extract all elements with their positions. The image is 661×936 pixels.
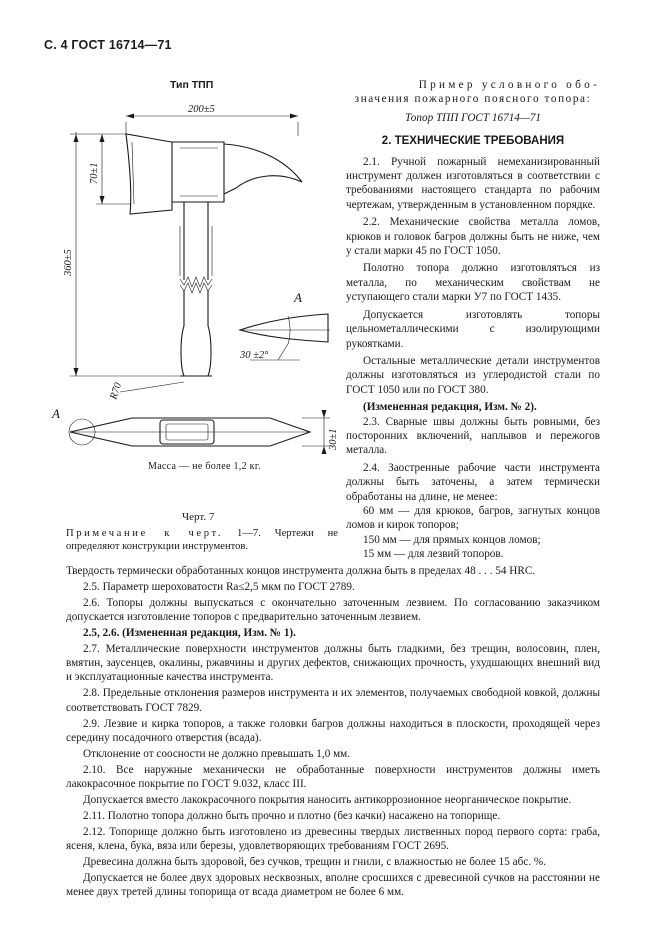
section-a: [239, 290, 330, 361]
para-anticorr: Допускается вместо лакокрасочного покрытия наносить антикоррозионное неорганическое покрытие.: [83, 793, 572, 806]
para-2-9: 2.9. Лезвие и кирка топоров, а также головки багров должны находиться в плоскости, проходящей через середину посадочного отверстия (всада).: [66, 717, 600, 744]
right-column: [346, 78, 600, 562]
example-head: Пример условного обо-: [418, 79, 600, 91]
note-text: 1—7. Чертежи не определяют конструкции инструментов.: [66, 528, 338, 553]
dim-head-height-text: 70±1: [89, 162, 100, 184]
axe-head: [126, 134, 302, 214]
dim-length-text: 360±5: [63, 249, 74, 276]
example-designation: Топор ТПП ГОСТ 16714—71: [404, 111, 542, 124]
view-mark-text: A: [52, 406, 60, 421]
para-2-12: 2.12. Топорище должно быть изготовлено из древесины твердых лиственных пород первого сорта: граба, ясеня, клена, бука, вяза или березы, удовлетворяющих требованиям ГОСТ 2695.: [66, 825, 600, 852]
para-blade: Полотно топора должно изготовляться из металла, по механическим свойствам не уступающего стали марки У7 по ГОСТ 1435.: [346, 262, 600, 304]
para-150: 150 мм — для прямых концов ломов;: [363, 533, 541, 546]
radius-label: [108, 381, 184, 402]
section-title: 2. ТЕХНИЧЕСКИЕ ТРЕБОВАНИЯ: [381, 135, 565, 148]
height-dimensions: [63, 132, 180, 376]
note-label: Примечание к черт.: [66, 528, 224, 539]
dim-angle-text: 30 ±2°: [240, 350, 269, 361]
para-hardness: Твердость термически обработанных концов инструмента должна быть в пределах 48 . . . 54 HRC.: [66, 565, 536, 577]
axe-handle: [180, 202, 212, 376]
mass-note: Масса — не более 1,2 кг.: [148, 461, 261, 472]
figure-note: [66, 527, 338, 554]
para-2-1: 2.1. Ручной пожарный немеханизированный инструмент должен изготовляться в соответствии с требованиями настоящего стандарта по рабочим чертежам, утвержденным в установленном порядке.: [346, 155, 600, 211]
para-other: Остальные металлические детали инструментов должны изготовляться из углеродистой стали по ГОСТ 1050 или по ГОСТ 380.: [346, 354, 600, 396]
para-2-6: 2.6. Топоры должны выпускаться с окончательно заточенным лезвием. По согласованию заказчиком допускается изготовление топоров с предварительно заточенным лезвием.: [66, 596, 600, 624]
axe-top-view: [51, 406, 339, 454]
example-tail: значения пожарного поясного топора:: [354, 93, 592, 106]
axe-drawing: [40, 76, 340, 506]
para-2-11: 2.11. Полотно топора должно быть прочно и плотно (без качки) насажено на топорище.: [83, 809, 501, 822]
para-knots: Допускается не более двух здоровых несквозных, вполне сросшихся с древесиной сучков на расстоянии не менее двух третей длины топорища от всада диаметром не более 6 мм.: [66, 871, 600, 898]
bottom-text-body: [66, 564, 600, 901]
figure-caption: Черт. 7: [182, 511, 215, 523]
para-amend-1: 2.5, 2.6. (Измененная редакция, Изм. № 1).: [83, 626, 296, 639]
section-mark-text: A: [294, 290, 302, 305]
para-2-8: 2.8. Предельные отклонения размеров инструмента и их элементов, получаемых свободной ковкой, должны соответствовать ГОСТ 7829.: [66, 687, 600, 714]
para-allowed: Допускается изготовлять топоры цельнометаллическими с изолирующими рукоятками.: [346, 308, 600, 350]
para-wood: Древесина должна быть здоровой, без сучков, трещин и гнили, с влажностью не более 15 абс. %.: [83, 855, 547, 868]
para-2-3: 2.3. Сварные швы должны быть ровными, без посторонних включений, наплывов и пережогов металла.: [346, 415, 600, 457]
para-60: 60 мм — для крюков, багров, загнутых концов ломов и кирок топоров;: [346, 504, 600, 532]
figure-type-label: Тип ТПП: [170, 79, 214, 91]
para-2-7: 2.7. Металлические поверхности инструментов должны быть гладкими, без трещин, волосовин, плен, вмятин, заусенцев, окалины, ржавчины и других дефектов, снижающих прочность, ухудшающих внешний вид и эксплуатационные качества инструмента.: [66, 642, 600, 684]
para-coax: Отклонение от соосности не должно превышать 1,0 мм.: [83, 747, 351, 760]
para-amend-2: (Измененная редакция, Изм. № 2).: [363, 401, 537, 414]
para-15: 15 мм — для лезвий топоров.: [363, 548, 504, 561]
width-dimension: [126, 104, 298, 136]
dim-thickness-text: 30±1: [328, 428, 339, 450]
dim-radius-text: R70: [108, 381, 125, 401]
para-2-10: 2.10. Все наружные механически не обработанные поверхности инструментов должны иметь лакокрасочное покрытие по ГОСТ 9.032, класс III.: [66, 763, 600, 790]
para-2-5: 2.5. Параметр шероховатости Ra≤2,5 мкм по ГОСТ 2789.: [83, 580, 355, 593]
para-2-4: 2.4. Заостренные рабочие части инструмента должны быть заточены, а затем термически обработаны на длине, не менее:: [346, 461, 600, 503]
dim-width-text: 200±5: [188, 104, 215, 115]
page-header: С. 4 ГОСТ 16714—71: [44, 38, 172, 52]
para-2-2: 2.2. Механические свойства металла ломов, крюков и головок багров должны быть не ниже, чем у стали марки 45 по ГОСТ 1050.: [346, 216, 600, 258]
